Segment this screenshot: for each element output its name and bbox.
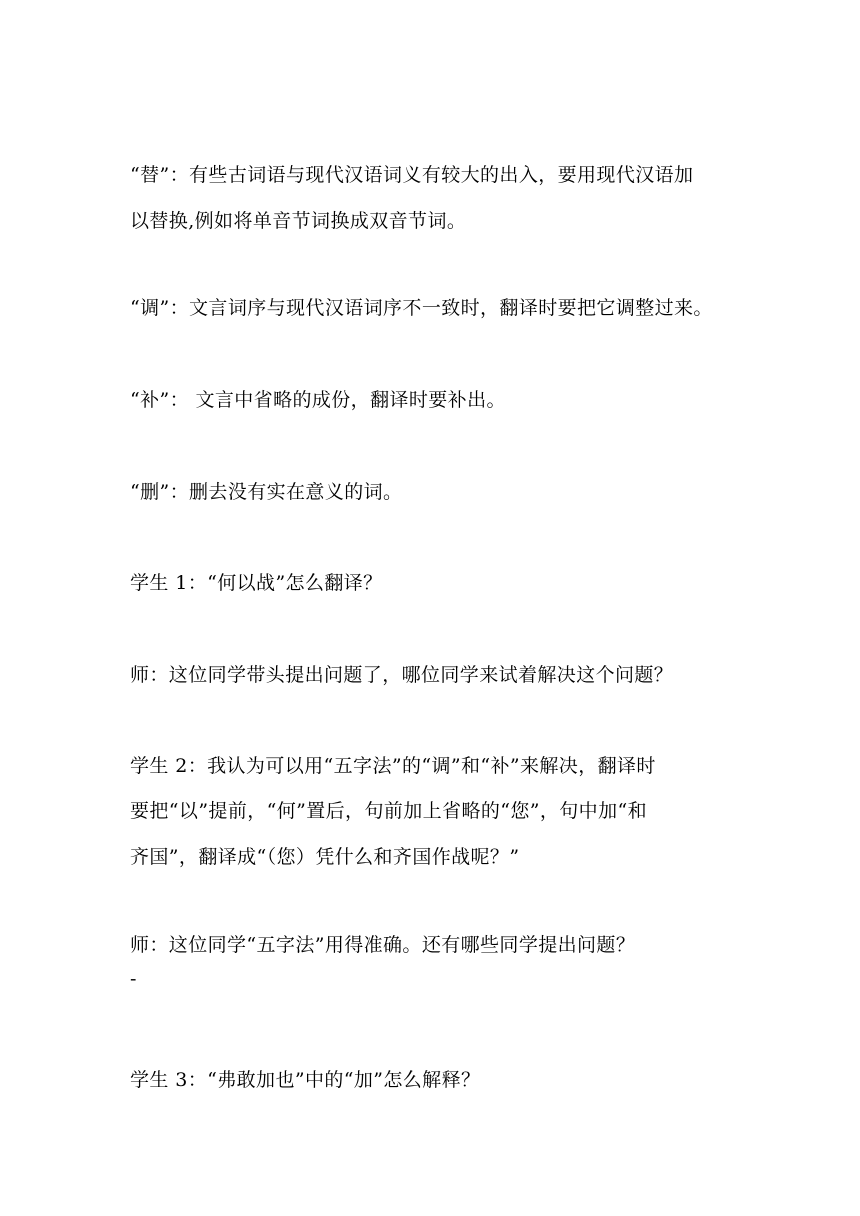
text-line: “补”： 文言中省略的成份，翻译时要补出。 (130, 389, 506, 411)
text-line: - (130, 968, 137, 990)
text-line: 齐国”，翻译成“（您）凭什么和齐国作战呢？” (130, 846, 520, 868)
text-line: “删”：删去没有实在意义的词。 (130, 481, 403, 503)
text-line: 要把“以”提前，“何”置后，句前加上省略的“您”，句中加“和 (130, 800, 647, 822)
text-line: 学生 3：“弗敢加也”中的“加”怎么解释？ (130, 1069, 481, 1091)
text-line: 以替换,例如将单音节词换成双音节词。 (130, 210, 467, 232)
text-line: 师：这位同学带头提出问题了，哪位同学来试着解决这个问题？ (130, 664, 674, 686)
text-line: “调”：文言词序与现代汉语词序不一致时，翻译时要把它调整过来。 (130, 297, 713, 319)
text-line: 师：这位同学“五字法”用得准确。还有哪些同学提出问题？ (130, 934, 636, 956)
text-line: 学生 2：我认为可以用“五字法”的“调”和“补”来解决，翻译时 (130, 755, 656, 777)
text-line: 学生 1：“何以战”怎么翻译？ (130, 572, 383, 594)
text-line: “替”：有些古词语与现代汉语词义有较大的出入，要用现代汉语加 (130, 164, 694, 186)
